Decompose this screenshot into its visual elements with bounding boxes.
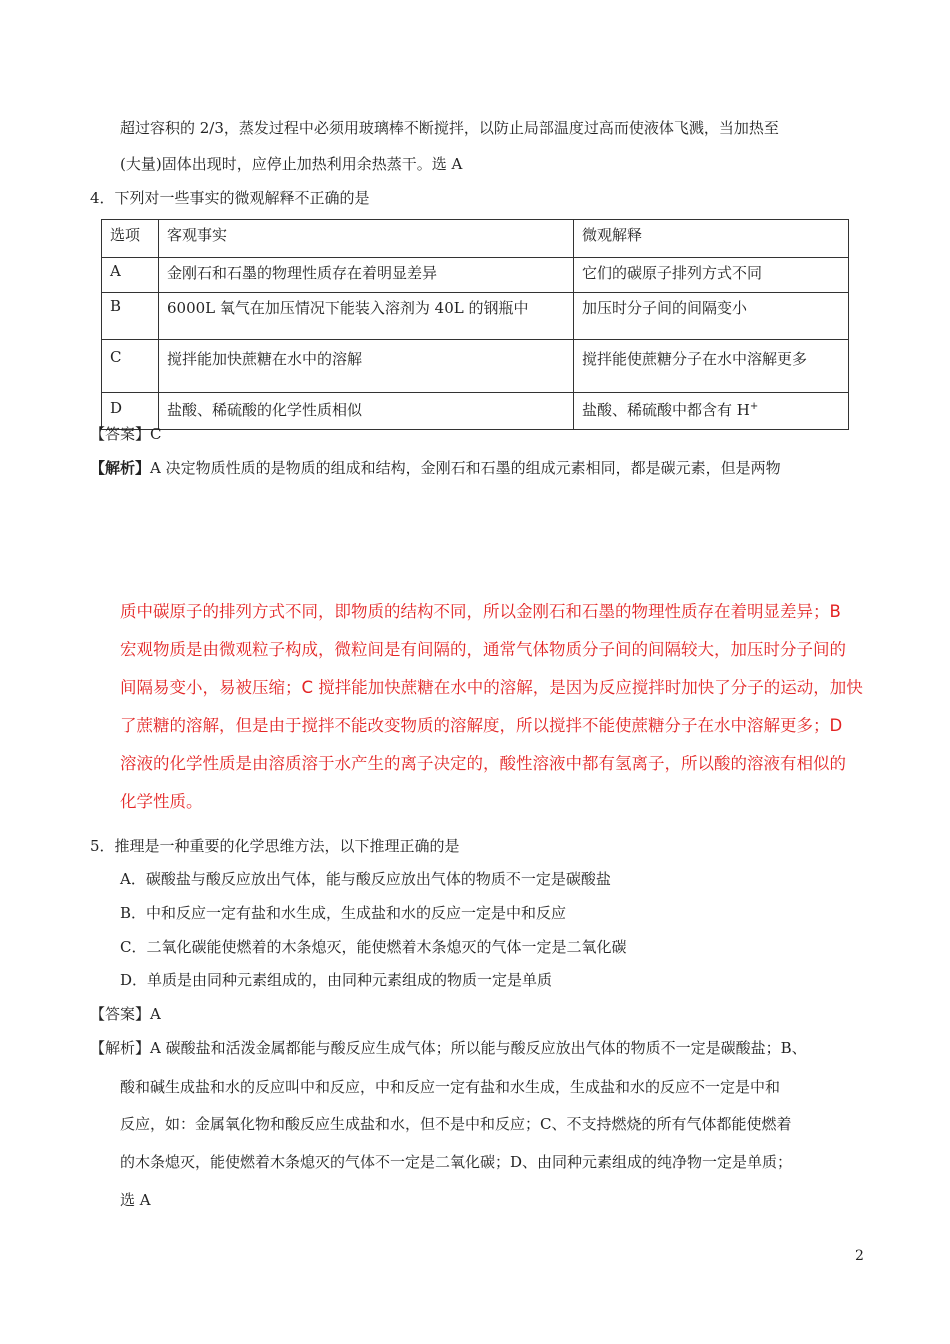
table-cell: 它们的碳原子排列方式不同 <box>574 258 849 293</box>
option-a: A．碳酸盐与酸反应放出气体，能与酸反应放出气体的物质不一定是碳酸盐 <box>120 870 611 888</box>
table-row <box>102 393 849 430</box>
table-cell: 盐酸、稀硫酸的化学性质相似 <box>159 393 574 430</box>
analysis-label: 【解析】 <box>90 459 151 477</box>
red-analysis-line: 溶液的化学性质是由溶质溶于水产生的离子决定的，酸性溶液中都有氢离子，所以酸的溶液有相似的 <box>120 754 846 773</box>
analysis-text: A 决定物质性质的是物质的组成和结构，金刚石和石墨的组成元素相同，都是碳元素，但是两物 <box>150 459 781 477</box>
table-cell: B <box>102 293 159 340</box>
page-number: 2 <box>855 1248 864 1264</box>
answer-5: 【答案】A <box>90 1005 161 1023</box>
red-analysis-line: 间隔易变小，易被压缩；C 搅拌能加快蔗糖在水中的溶解，是因为反应搅拌时加快了分子的运动，加快 <box>120 678 863 697</box>
table-header-cell: 选项 <box>102 220 159 258</box>
table-cell: 搅拌能使蔗糖分子在水中溶解更多 <box>574 340 849 393</box>
table-cell: 搅拌能加快蔗糖在水中的溶解 <box>159 340 574 393</box>
table-row <box>102 293 849 340</box>
table-cell: D <box>102 393 159 430</box>
option-d: D．单质是由同种元素组成的，由同种元素组成的物质一定是单质 <box>120 971 553 989</box>
ion-superscript: + <box>749 401 759 412</box>
table-cell: C <box>102 340 159 393</box>
table-cell: 6000L 氧气在加压情况下能装入溶剂为 40L 的钢瓶中 <box>159 293 574 340</box>
red-analysis-line: 质中碳原子的排列方式不同，即物质的结构不同，所以金刚石和石墨的物理性质存在着明显差异；B <box>120 602 841 621</box>
red-analysis-line: 化学性质。 <box>120 792 203 811</box>
table-cell: 金刚石和石墨的物理性质存在着明显差异 <box>159 258 574 293</box>
red-analysis-line: 了蔗糖的溶解，但是由于搅拌不能改变物质的溶解度，所以搅拌不能使蔗糖分子在水中溶解更多；D <box>120 716 843 735</box>
paragraph-line: 超过容积的 2/3，蒸发过程中必须用玻璃棒不断搅拌，以防止局部温度过高而使液体飞溅，当加热至 <box>120 119 779 137</box>
answer-4: 【答案】C <box>90 425 162 443</box>
analysis-5-line: 【解析】A 碳酸盐和活泼金属都能与酸反应生成气体；所以能与酸反应放出气体的物质不一定是碳酸盐；B、 <box>90 1039 807 1057</box>
table-cell: A <box>102 258 159 293</box>
table-header-row <box>102 220 849 258</box>
analysis-4 <box>90 458 781 478</box>
question-5: 5．推理是一种重要的化学思维方法，以下推理正确的是 <box>90 837 460 855</box>
table-cell-text: 盐酸、稀硫酸中都含有 H <box>582 401 750 419</box>
table-row <box>102 258 849 293</box>
table-header-cell: 客观事实 <box>159 220 574 258</box>
option-c: C．二氧化碳能使燃着的木条熄灭，能使燃着木条熄灭的气体一定是二氧化碳 <box>120 938 627 956</box>
table-cell <box>574 393 849 430</box>
red-analysis-line: 宏观物质是由微观粒子构成，微粒间是有间隔的，通常气体物质分子间的间隔较大，加压时分子间的 <box>120 640 846 659</box>
analysis-5-line: 选 A <box>120 1191 151 1209</box>
facts-table <box>101 219 849 430</box>
paragraph-line: (大量)固体出现时，应停止加热利用余热蒸干。选 A <box>120 155 463 173</box>
option-b: B．中和反应一定有盐和水生成，生成盐和水的反应一定是中和反应 <box>120 904 567 922</box>
analysis-5-line: 的木条熄灭，能使燃着木条熄灭的气体不一定是二氧化碳；D、由同种元素组成的纯净物一定是单质； <box>120 1153 793 1171</box>
table-cell: 加压时分子间的间隔变小 <box>574 293 849 340</box>
table-header-cell: 微观解释 <box>574 220 849 258</box>
analysis-5-line: 酸和碱生成盐和水的反应叫中和反应，中和反应一定有盐和水生成，生成盐和水的反应不一定是中和 <box>120 1078 781 1096</box>
question-4: 4．下列对一些事实的微观解释不正确的是 <box>90 189 370 207</box>
table-row <box>102 340 849 393</box>
analysis-5-line: 反应，如：金属氧化物和酸反应生成盐和水，但不是中和反应；C、不支持燃烧的所有气体都能使燃着 <box>120 1115 792 1133</box>
